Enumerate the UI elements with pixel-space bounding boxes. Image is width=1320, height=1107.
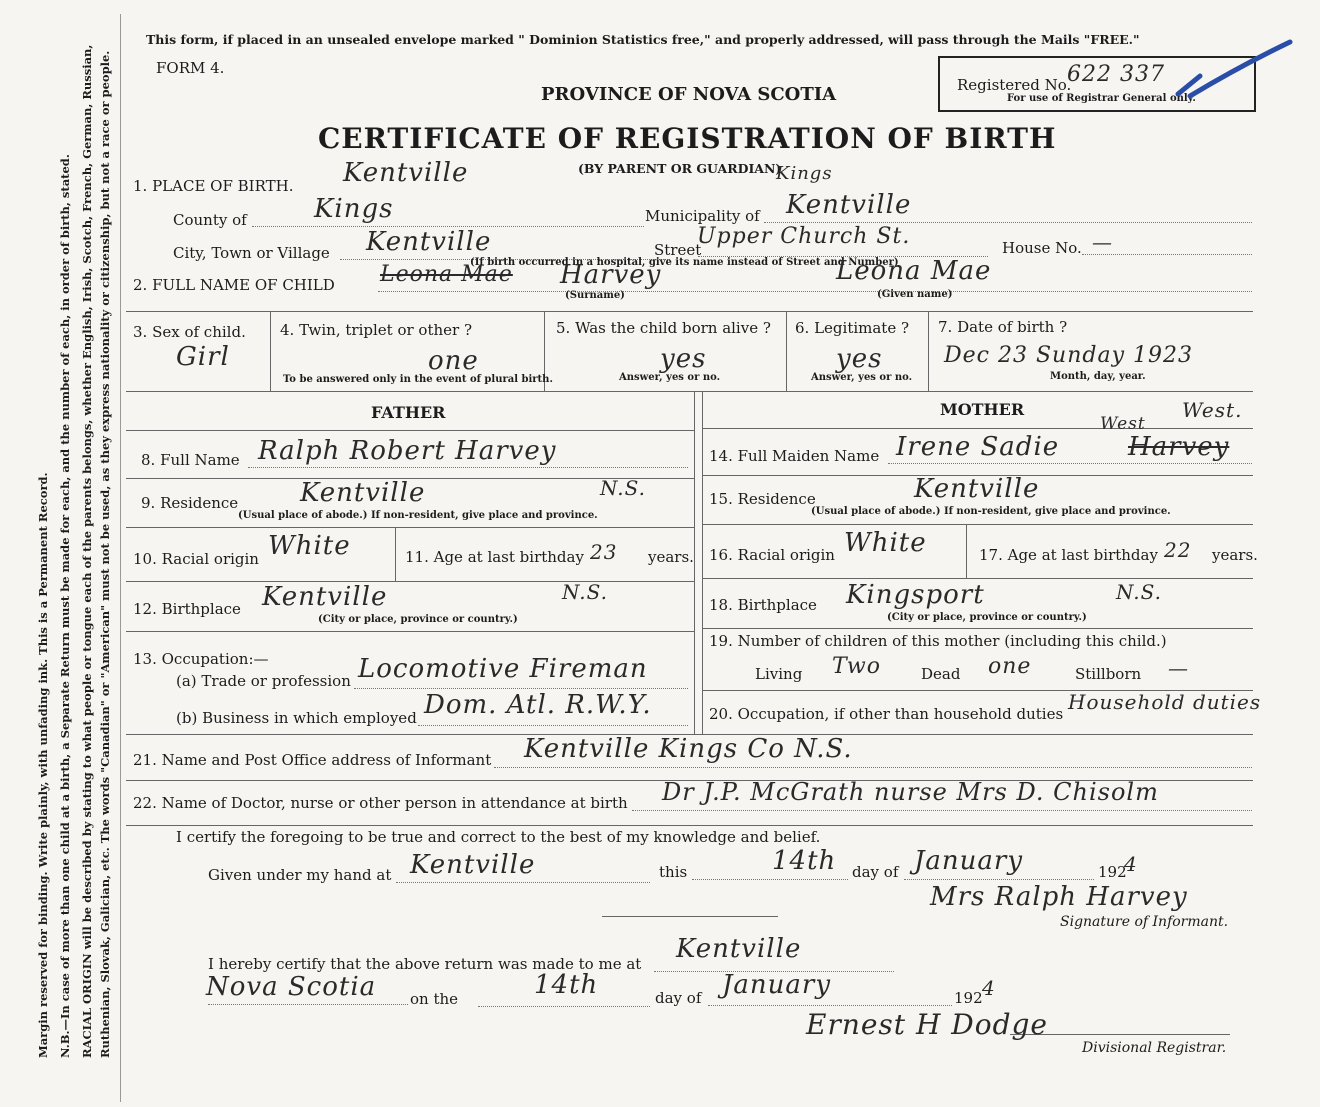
- alive-value: yes: [660, 344, 707, 374]
- informant-label: 21. Name and Post Office address of Informant: [133, 751, 492, 769]
- father-residence-note: (Usual place of abode.) If non-resident, give place and province.: [238, 510, 598, 521]
- registrar-place-value: Kentville: [676, 934, 802, 964]
- signature-caption: Signature of Informant.: [1060, 914, 1229, 930]
- street-label: Street: [654, 241, 702, 259]
- mother-birthplace-note: (City or place, province or country.): [887, 612, 1087, 623]
- stillborn-label: Stillborn: [1075, 665, 1142, 683]
- registrar-province-value: Nova Scotia: [206, 972, 377, 1002]
- dob-note: Month, day, year.: [1050, 371, 1146, 382]
- city-value: Kentville: [366, 227, 492, 257]
- father-racial-label: 10. Racial origin: [133, 550, 259, 568]
- page-title: CERTIFICATE OF REGISTRATION OF BIRTH: [318, 122, 1057, 155]
- mother-name-correction: West: [1100, 414, 1146, 434]
- province-heading: PROVINCE OF NOVA SCOTIA: [541, 84, 837, 105]
- mother-birthplace-label: 18. Birthplace: [709, 596, 817, 614]
- given-day-value: 14th: [772, 846, 837, 876]
- mother-occupation-label: 20. Occupation, if other than household duties: [709, 705, 1064, 723]
- mother-racial-label: 16. Racial origin: [709, 546, 835, 564]
- form-number: FORM 4.: [156, 59, 225, 77]
- place-of-birth-value: Kentville: [343, 158, 469, 188]
- mother-birthplace-value: Kingsport: [846, 580, 985, 610]
- side-note-binding: Margin reserved for binding. Write plainly, with unfading ink. This is a Permanent Record.: [36, 472, 50, 1058]
- dead-label: Dead: [921, 665, 961, 683]
- father-residence-value: Kentville: [300, 478, 426, 508]
- registrar-signature: Ernest H Dodge: [806, 1008, 1048, 1041]
- father-age-label: 11. Age at last birthday: [405, 548, 584, 566]
- mother-children-label: 19. Number of children of this mother (including this child.): [709, 632, 1167, 650]
- mother-birthplace-province: N.S.: [1116, 580, 1162, 604]
- mother-age-value: 22: [1164, 538, 1192, 562]
- father-age-value: 23: [590, 540, 618, 564]
- twin-note: To be answered only in the event of plural birth.: [283, 374, 553, 385]
- twin-value: one: [428, 346, 479, 376]
- mother-age-unit: years.: [1212, 546, 1258, 564]
- surname-caption: (Surname): [565, 290, 625, 301]
- mother-name-correction-2: West.: [1182, 398, 1243, 422]
- living-value: Two: [832, 654, 881, 679]
- registrar-caption: Divisional Registrar.: [1082, 1040, 1227, 1056]
- alive-note: Answer, yes or no.: [619, 372, 721, 383]
- given-place-value: Kentville: [410, 850, 536, 880]
- hospital-note: (If birth occurred in a hospital, give its name instead of Street and Number): [470, 257, 899, 268]
- father-trade-label: (a) Trade or profession: [176, 672, 351, 690]
- alive-label: 5. Was the child born alive ?: [556, 319, 771, 337]
- dob-value: Dec 23 Sunday 1923: [944, 343, 1193, 368]
- side-note-racial-origin-2: Ruthenian, Slovak, Galician, etc. The words "Canadian" or "American" must not be used, as they express nationality or citizenship, but not a race or people.: [98, 50, 112, 1058]
- registrar-day-value: 14th: [534, 970, 599, 1000]
- mother-occupation-value: Household duties: [1068, 690, 1262, 714]
- street-value: Upper Church St.: [697, 224, 911, 249]
- father-birthplace-note: (City or place, province or country.): [318, 614, 518, 625]
- given-year-suffix: 4: [1124, 852, 1138, 876]
- sex-value: Girl: [176, 342, 230, 372]
- given-year-prefix: 192: [1098, 863, 1127, 881]
- this-label: this: [659, 863, 688, 881]
- county-label: County of: [173, 211, 247, 229]
- father-heading: FATHER: [371, 403, 446, 422]
- given-month-value: January: [914, 846, 1024, 876]
- child-name-label: 2. FULL NAME OF CHILD: [133, 276, 335, 294]
- municipality-correction: Kings: [776, 163, 833, 184]
- father-birthplace-value: Kentville: [262, 582, 388, 612]
- child-surname-value: Harvey: [560, 260, 662, 290]
- certification-statement: I certify the foregoing to be true and correct to the best of my knowledge and belief.: [176, 828, 821, 846]
- binding-margin-line: [120, 14, 121, 1102]
- father-age-unit: years.: [648, 548, 694, 566]
- mother-racial-value: White: [844, 528, 927, 558]
- registrar-on-the-label: on the: [410, 990, 459, 1008]
- place-of-birth-label: 1. PLACE OF BIRTH.: [133, 177, 294, 195]
- twin-label: 4. Twin, triplet or other ?: [280, 321, 472, 339]
- county-value: Kings: [314, 194, 394, 224]
- mother-age-label: 17. Age at last birthday: [979, 546, 1158, 564]
- father-birthplace-province: N.S.: [562, 580, 608, 604]
- registrar-note: For use of Registrar General only.: [1007, 93, 1196, 104]
- legitimate-value: yes: [836, 344, 883, 374]
- child-name-struck: Leona Mae: [380, 262, 513, 287]
- dead-value: one: [988, 654, 1032, 679]
- mother-name-value: Irene Sadie: [896, 432, 1060, 462]
- father-business-value: Dom. Atl. R.W.Y.: [424, 690, 652, 720]
- dob-label: 7. Date of birth ?: [938, 318, 1068, 336]
- municipality-label: Municipality of: [645, 207, 760, 225]
- side-note-multiple-births: N.B.—In case of more than one child at a birth, a Separate Return must be made for each, and the number of each, in order of birth, stated.: [58, 154, 72, 1058]
- postal-note: This form, if placed in an unsealed envelope marked " Dominion Statistics free," and properly addressed, will pass through the Mails "FREE.": [146, 32, 1140, 47]
- mother-residence-label: 15. Residence: [709, 490, 816, 508]
- mother-name-label: 14. Full Maiden Name: [709, 447, 880, 465]
- stillborn-value: —: [1168, 656, 1189, 680]
- mother-name-struck: Harvey: [1128, 432, 1230, 462]
- city-label: City, Town or Village: [173, 244, 330, 262]
- given-under-label: Given under my hand at: [208, 866, 392, 884]
- house-number-value: —: [1092, 230, 1113, 254]
- registrar-month-value: January: [722, 970, 832, 1000]
- side-note-racial-origin-1: RACIAL ORIGIN will be described by stating to what people or tongue each of the parents belongs, whether English, Irish, Scotch, French, German, Russian,: [80, 44, 94, 1058]
- registrar-year-suffix: 4: [982, 976, 996, 1000]
- municipality-value: Kentville: [786, 190, 912, 220]
- page-subtitle: (BY PARENT OR GUARDIAN): [578, 161, 782, 176]
- mother-residence-note: (Usual place of abode.) If non-resident, give place and province.: [811, 506, 1171, 517]
- father-occupation-label: 13. Occupation:—: [133, 650, 269, 668]
- father-residence-label: 9. Residence: [141, 494, 239, 512]
- given-name-caption: (Given name): [877, 289, 953, 300]
- house-number-label: House No.: [1002, 239, 1082, 257]
- father-residence-province: N.S.: [600, 476, 646, 500]
- mother-residence-value: Kentville: [914, 474, 1040, 504]
- mother-heading: MOTHER: [940, 400, 1025, 419]
- father-name-label: 8. Full Name: [141, 451, 240, 469]
- legitimate-note: Answer, yes or no.: [811, 372, 913, 383]
- father-business-label: (b) Business in which employed: [176, 709, 417, 727]
- doctor-value: Dr J.P. McGrath nurse Mrs D. Chisolm: [662, 778, 1159, 806]
- registered-number-value: 622 337: [1067, 62, 1165, 87]
- registrar-day-of-label: day of: [655, 989, 702, 1007]
- living-label: Living: [755, 665, 803, 683]
- child-given-name-value: Leona Mae: [836, 256, 992, 286]
- father-racial-value: White: [268, 531, 351, 561]
- blue-check-mark: [1170, 36, 1300, 106]
- father-trade-value: Locomotive Fireman: [358, 654, 648, 684]
- informant-signature: Mrs Ralph Harvey: [930, 882, 1188, 912]
- registrar-statement: I hereby certify that the above return was made to me at: [208, 955, 642, 973]
- father-birthplace-label: 12. Birthplace: [133, 600, 241, 618]
- sex-label: 3. Sex of child.: [133, 323, 246, 341]
- registered-number-label: Registered No.: [957, 76, 1072, 94]
- given-day-of-label: day of: [852, 863, 899, 881]
- legitimate-label: 6. Legitimate ?: [795, 319, 910, 337]
- informant-value: Kentville Kings Co N.S.: [524, 734, 853, 764]
- doctor-label: 22. Name of Doctor, nurse or other person in attendance at birth: [133, 794, 628, 812]
- father-name-value: Ralph Robert Harvey: [258, 436, 557, 466]
- registrar-year-prefix: 192: [954, 989, 983, 1007]
